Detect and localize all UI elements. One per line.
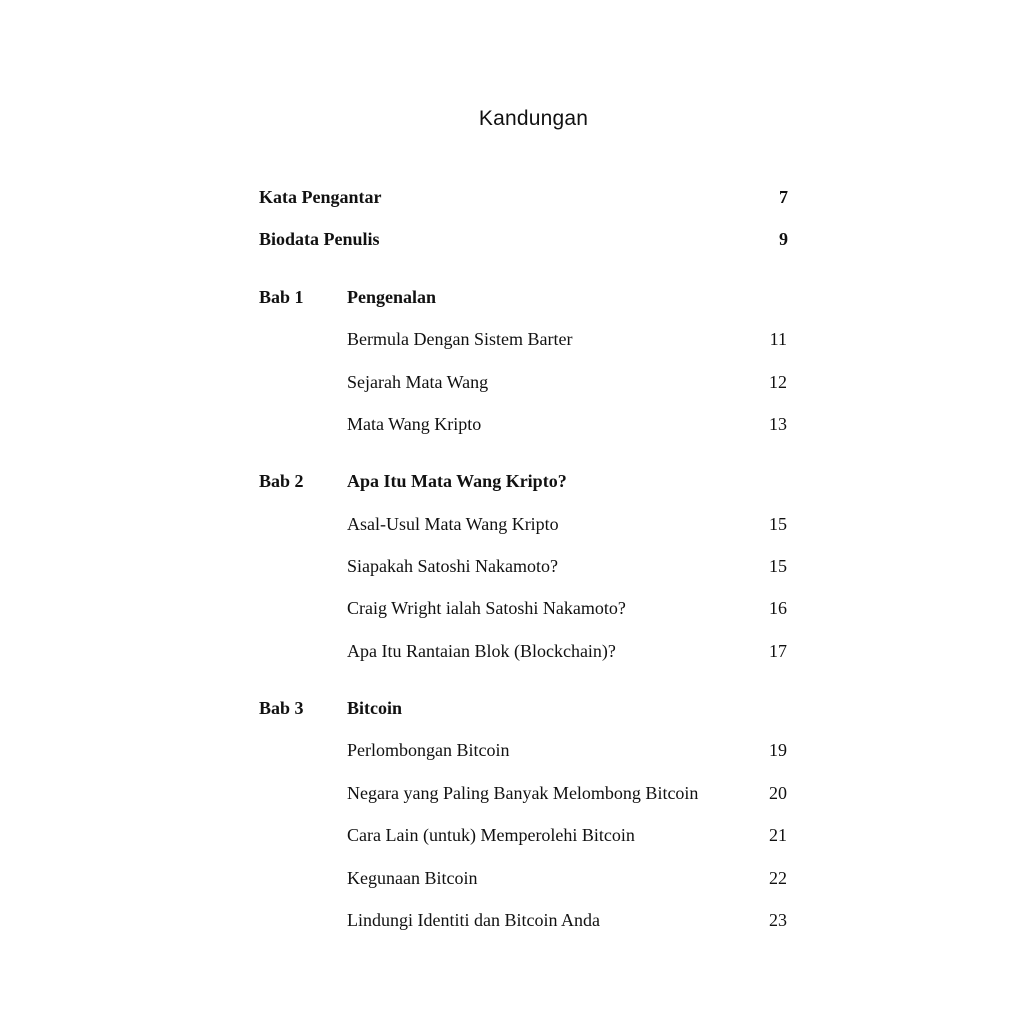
page-title: Kandungan [478,107,589,130]
toc-entry-label: Bermula Dengan Sistem Barter [347,329,573,349]
toc-entry-label: Cara Lain (untuk) Memperolehi Bitcoin [347,825,635,845]
chapter-number: Bab 3 [259,698,304,718]
toc-entry-page: 23 [769,910,787,930]
toc-entry-label: Kata Pengantar [259,187,382,207]
toc-entry-label: Asal-Usul Mata Wang Kripto [347,514,559,534]
chapter-number: Bab 2 [259,471,304,491]
toc-entry-page: 22 [769,868,787,888]
chapter-title: Apa Itu Mata Wang Kripto? [347,471,567,491]
toc-entry-label: Biodata Penulis [259,229,380,249]
chapter-number: Bab 1 [259,287,304,307]
chapter-title: Pengenalan [347,287,437,307]
toc-entry-page: 19 [769,740,787,760]
toc-entry-label: Kegunaan Bitcoin [347,868,478,888]
toc-entry-page: 7 [779,187,788,207]
toc-entry-label: Negara yang Paling Banyak Melombong Bitcoin [347,783,699,803]
toc-entry-label: Mata Wang Kripto [347,414,482,434]
toc-entry-page: 11 [769,329,787,349]
toc-entry-label: Perlombongan Bitcoin [347,740,510,760]
toc-entry-page: 15 [769,556,787,576]
toc-entry-page: 21 [769,825,787,845]
toc-entry-label: Craig Wright ialah Satoshi Nakamoto? [347,598,626,618]
toc-entry-page: 15 [769,514,787,534]
toc-entry-page: 17 [769,641,787,661]
toc-entry-page: 13 [769,414,787,434]
toc-entry-page: 12 [769,372,787,392]
chapter-title: Bitcoin [347,698,403,718]
toc-entry-label: Sejarah Mata Wang [347,372,489,392]
toc-entry-label: Apa Itu Rantaian Blok (Blockchain)? [347,641,616,661]
toc-entry-page: 16 [769,598,787,618]
toc-entry-label: Lindungi Identiti dan Bitcoin Anda [347,910,600,930]
toc-entry-page: 9 [779,229,788,249]
toc-entry-label: Siapakah Satoshi Nakamoto? [347,556,558,576]
toc-entry-page: 20 [769,783,787,803]
